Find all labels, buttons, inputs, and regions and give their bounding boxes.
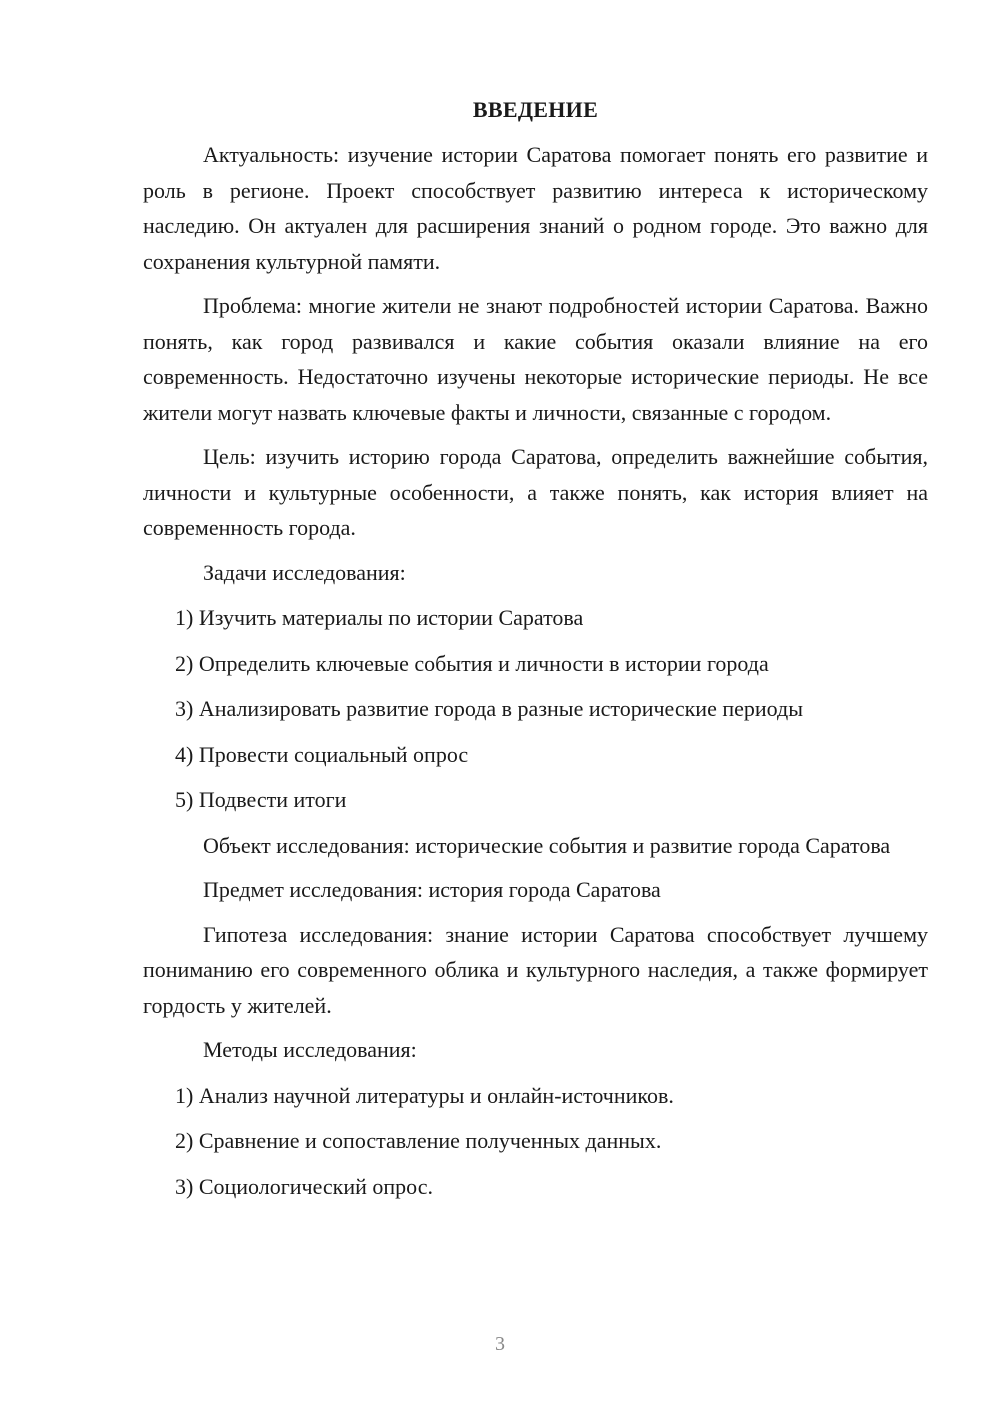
- relevance-paragraph: Актуальность: изучение истории Саратова помогает понять его развитие и роль в регионе. Проект способствует развитию интереса к историческому наследию. Он актуален для расширения знаний о родном городе. Это важно для сохранения культурной памяти.: [143, 142, 928, 274]
- goal-paragraph: Цель: изучить историю города Саратова, определить важнейшие события, личности и культурные особенности, а также понять, как история влияет на современность города.: [143, 444, 928, 540]
- document-page: [143, 96, 928, 1214]
- task-item: 5) Подвести итоги: [175, 787, 347, 812]
- section-heading: ВВЕДЕНИЕ: [472, 97, 599, 122]
- tasks-title: Задачи исследования:: [203, 559, 406, 585]
- task-item: 1) Изучить материалы по истории Саратова: [175, 605, 584, 630]
- subject-paragraph: Предмет исследования: история города Саратова: [203, 877, 661, 902]
- object-paragraph: Объект исследования: исторические события и развитие города Саратова: [203, 832, 891, 858]
- task-item: 2) Определить ключевые события и личности в истории города: [175, 650, 769, 676]
- problem-paragraph: Проблема: многие жители не знают подробностей истории Саратова. Важно понять, как город развивался и какие события оказали влияние на его современность. Недостаточно изучены некоторые исторические периоды. Не все жители могут назвать ключевые факты и личности, связанные с городом.: [143, 293, 928, 425]
- method-item: 3) Социологический опрос.: [175, 1173, 433, 1199]
- task-item: 3) Анализировать развитие города в разные исторические периоды: [175, 696, 803, 721]
- method-item: 1) Анализ научной литературы и онлайн-источников.: [175, 1082, 674, 1108]
- hypothesis-paragraph: Гипотеза исследования: знание истории Саратова способствует лучшему пониманию его современного облика и культурного наследия, а также формирует гордость у жителей.: [143, 921, 928, 1018]
- methods-title: Методы исследования:: [203, 1037, 417, 1062]
- page-number: 3: [495, 1333, 505, 1355]
- task-item: 4) Провести социальный опрос: [175, 741, 469, 767]
- method-item: 2) Сравнение и сопоставление полученных данных.: [175, 1128, 662, 1153]
